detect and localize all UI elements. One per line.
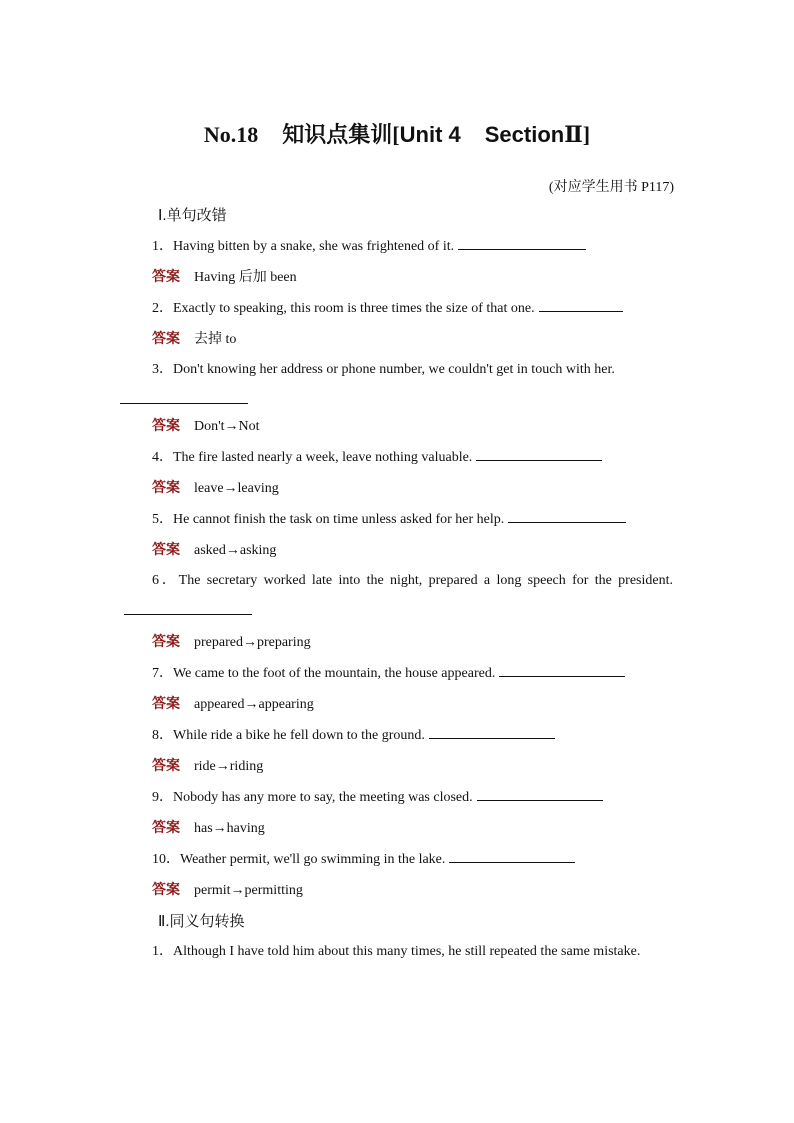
answer-label: 答案 [152, 542, 180, 558]
answer-text: asked→asking [194, 543, 277, 558]
question-text: 10．Weather permit, we'll go swimming in the lake. [152, 852, 446, 867]
answer-text: 去掉 to [194, 332, 237, 347]
answer-blank [120, 385, 248, 404]
title-chinese: 知识点集训[ [282, 122, 400, 147]
answer-label: 答案 [152, 269, 180, 285]
answer-blank [458, 231, 586, 250]
question-line [120, 844, 673, 875]
answer-blank [476, 442, 602, 461]
title-section: Section [484, 122, 565, 147]
answer-label: 答案 [152, 758, 180, 774]
question-line [120, 504, 673, 535]
answer-blank [539, 293, 623, 312]
answer-text: has→having [194, 821, 265, 836]
answer-blank [429, 720, 555, 739]
answer-blank [449, 844, 575, 863]
question-line [120, 782, 673, 813]
answer-line [120, 324, 673, 355]
answer-label: 答案 [152, 820, 180, 836]
question-line [120, 566, 673, 627]
question-text: 7．We came to the foot of the mountain, the house appeared. [152, 666, 496, 681]
question-text: 3．Don't knowing her address or phone number, we couldn't get in touch with her. [152, 362, 615, 377]
answer-line [120, 262, 673, 293]
answer-line [120, 411, 673, 442]
answer-text: Don't→Not [194, 419, 260, 434]
question-line [120, 442, 673, 473]
answer-text: ride→riding [194, 759, 264, 774]
answer-label: 答案 [152, 480, 180, 496]
answer-label: 答案 [152, 634, 180, 650]
question-text: 6．The secretary worked late into the night, prepared a long speech for the president. [152, 573, 673, 588]
question-text: 1．Having bitten by a snake, she was frightened of it. [152, 239, 455, 254]
question-text: 8．While ride a bike he fell down to the ground. [152, 728, 425, 743]
answer-line [120, 689, 673, 720]
question-text: 1．Although I have told him about this many times, he still repeated the same mistake. [152, 944, 641, 959]
answer-blank [499, 658, 625, 677]
answer-label: 答案 [152, 418, 180, 434]
question-line [120, 658, 673, 689]
answer-line [120, 813, 673, 844]
question-line [120, 293, 673, 324]
question-line [120, 937, 673, 967]
answer-line [120, 627, 673, 658]
question-line [120, 720, 673, 751]
answer-label: 答案 [152, 882, 180, 898]
answer-blank [508, 504, 626, 523]
answer-text: appeared→appearing [194, 697, 314, 712]
blank-line [120, 385, 673, 411]
answer-text: permit→permitting [194, 883, 303, 898]
answer-line [120, 535, 673, 566]
title-unit: Unit 4 [399, 122, 461, 147]
answer-blank [124, 596, 252, 615]
answer-blank [477, 782, 603, 801]
page-title [0, 118, 794, 149]
book-reference: (对应学生用书 P117) [548, 180, 674, 195]
question-line [120, 231, 673, 262]
section-heading: Ⅱ.同义句转换 [158, 913, 245, 930]
answer-text: prepared→preparing [194, 635, 311, 650]
question-text: 5．He cannot finish the task on time unless asked for her help. [152, 512, 505, 527]
question-text: 4．The fire lasted nearly a week, leave nothing valuable. [152, 450, 473, 465]
answer-label: 答案 [152, 331, 180, 347]
question-text: 9．Nobody has any more to say, the meeting was closed. [152, 790, 473, 805]
question-text: 2．Exactly to speaking, this room is three times the size of that one. [152, 301, 535, 316]
title-section-number: Ⅱ] [564, 122, 591, 147]
section-heading: Ⅰ.单句改错 [158, 207, 227, 224]
answer-text: Having 后加 been [194, 270, 297, 285]
answer-line [120, 875, 673, 906]
exercise-body [120, 200, 673, 967]
question-line [120, 355, 673, 385]
answer-text: leave→leaving [194, 481, 279, 496]
answer-line [120, 473, 673, 504]
answer-label: 答案 [152, 696, 180, 712]
answer-line [120, 751, 673, 782]
title-number: No.18 [203, 122, 259, 147]
